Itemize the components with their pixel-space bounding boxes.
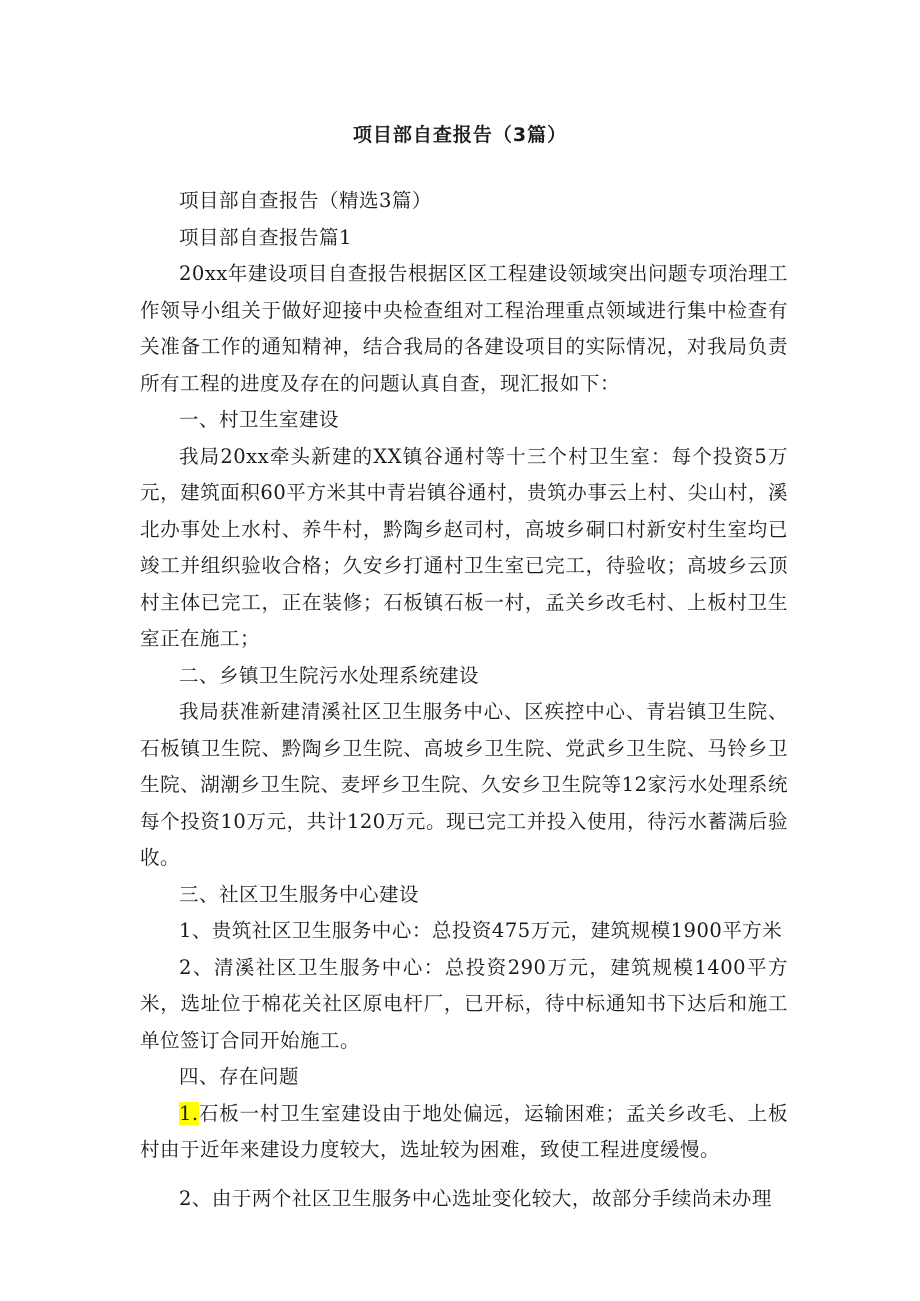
paragraph-intro: 20xx年建设项目自查报告根据区区工程建设领域突出问题专项治理工作领导小组关于做好迎接中央检查组对工程治理重点领域进行集中检查有关准备工作的通知精神，结合我局的各建设项目的实际情况，对我局负责所有工程的进度及存在的问题认真自查，现汇报如下： — [140, 262, 788, 395]
section-heading-4: 四、存在问题 — [179, 1065, 300, 1088]
document-body — [140, 183, 788, 1217]
paragraph-subtitle: 项目部自查报告（精选3篇） — [179, 189, 432, 212]
paragraph-section-1: 我局20xx牵头新建的XX镇谷通村等十三个村卫生室：每个投资5万元，建筑面积60平方米其中青岩镇谷通村，贵筑办事云上村、尖山村，溪北办事处上水村、养牛村，黔陶乡赵司村，高坡乡硐口村新安村生室均已竣工并组织验收合格；久安乡打通村卫生室已完工，待验收；高坡乡云顶村主体已完工，正在装修；石板镇石板一村，孟关乡改毛村、上板村卫生室正在施工； — [140, 444, 788, 650]
paragraph-item-1: 1、贵筑社区卫生服务中心：总投资475万元，建筑规模1900平方米 — [179, 919, 783, 942]
issue-1-text: 石板一村卫生室建设由于地处偏远，运输困难；孟关乡改毛、上板村由于近年来建设力度较大，选址较为困难，致使工程进度缓慢。 — [140, 1101, 788, 1161]
paragraph-section-2: 我局获准新建清溪社区卫生服务中心、区疾控中心、青岩镇卫生院、石板镇卫生院、黔陶乡卫生院、高坡乡卫生院、党武乡卫生院、马铃乡卫生院、湖潮乡卫生院、麦坪乡卫生院、久安乡卫生院等12家污水处理系统每个投资10万元，共计120万元。现已完工并投入使用，待污水蓄满后验收。 — [140, 700, 788, 869]
section-heading-2: 二、乡镇卫生院污水处理系统建设 — [179, 663, 480, 687]
section-heading-1: 一、村卫生室建设 — [179, 408, 340, 431]
paragraph-issue-2: 2、由于两个社区卫生服务中心选址变化较大，故部分手续尚未办理 — [179, 1186, 772, 1210]
paragraph-issue-1 — [140, 1096, 788, 1169]
document-title: 项目部自查报告（3篇） — [352, 124, 568, 146]
section-heading-3: 三、社区卫生服务中心建设 — [179, 882, 420, 906]
paragraph-item-2: 2、清溪社区卫生服务中心：总投资290万元，建筑规模1400平方米，选址位于棉花关社区原电杆厂，已开标，待中标通知书下达后和施工单位签订合同开始施工。 — [140, 955, 788, 1052]
paragraph-part-heading: 项目部自查报告篇1 — [179, 225, 352, 249]
highlighted-marker: 1. — [179, 1101, 199, 1125]
